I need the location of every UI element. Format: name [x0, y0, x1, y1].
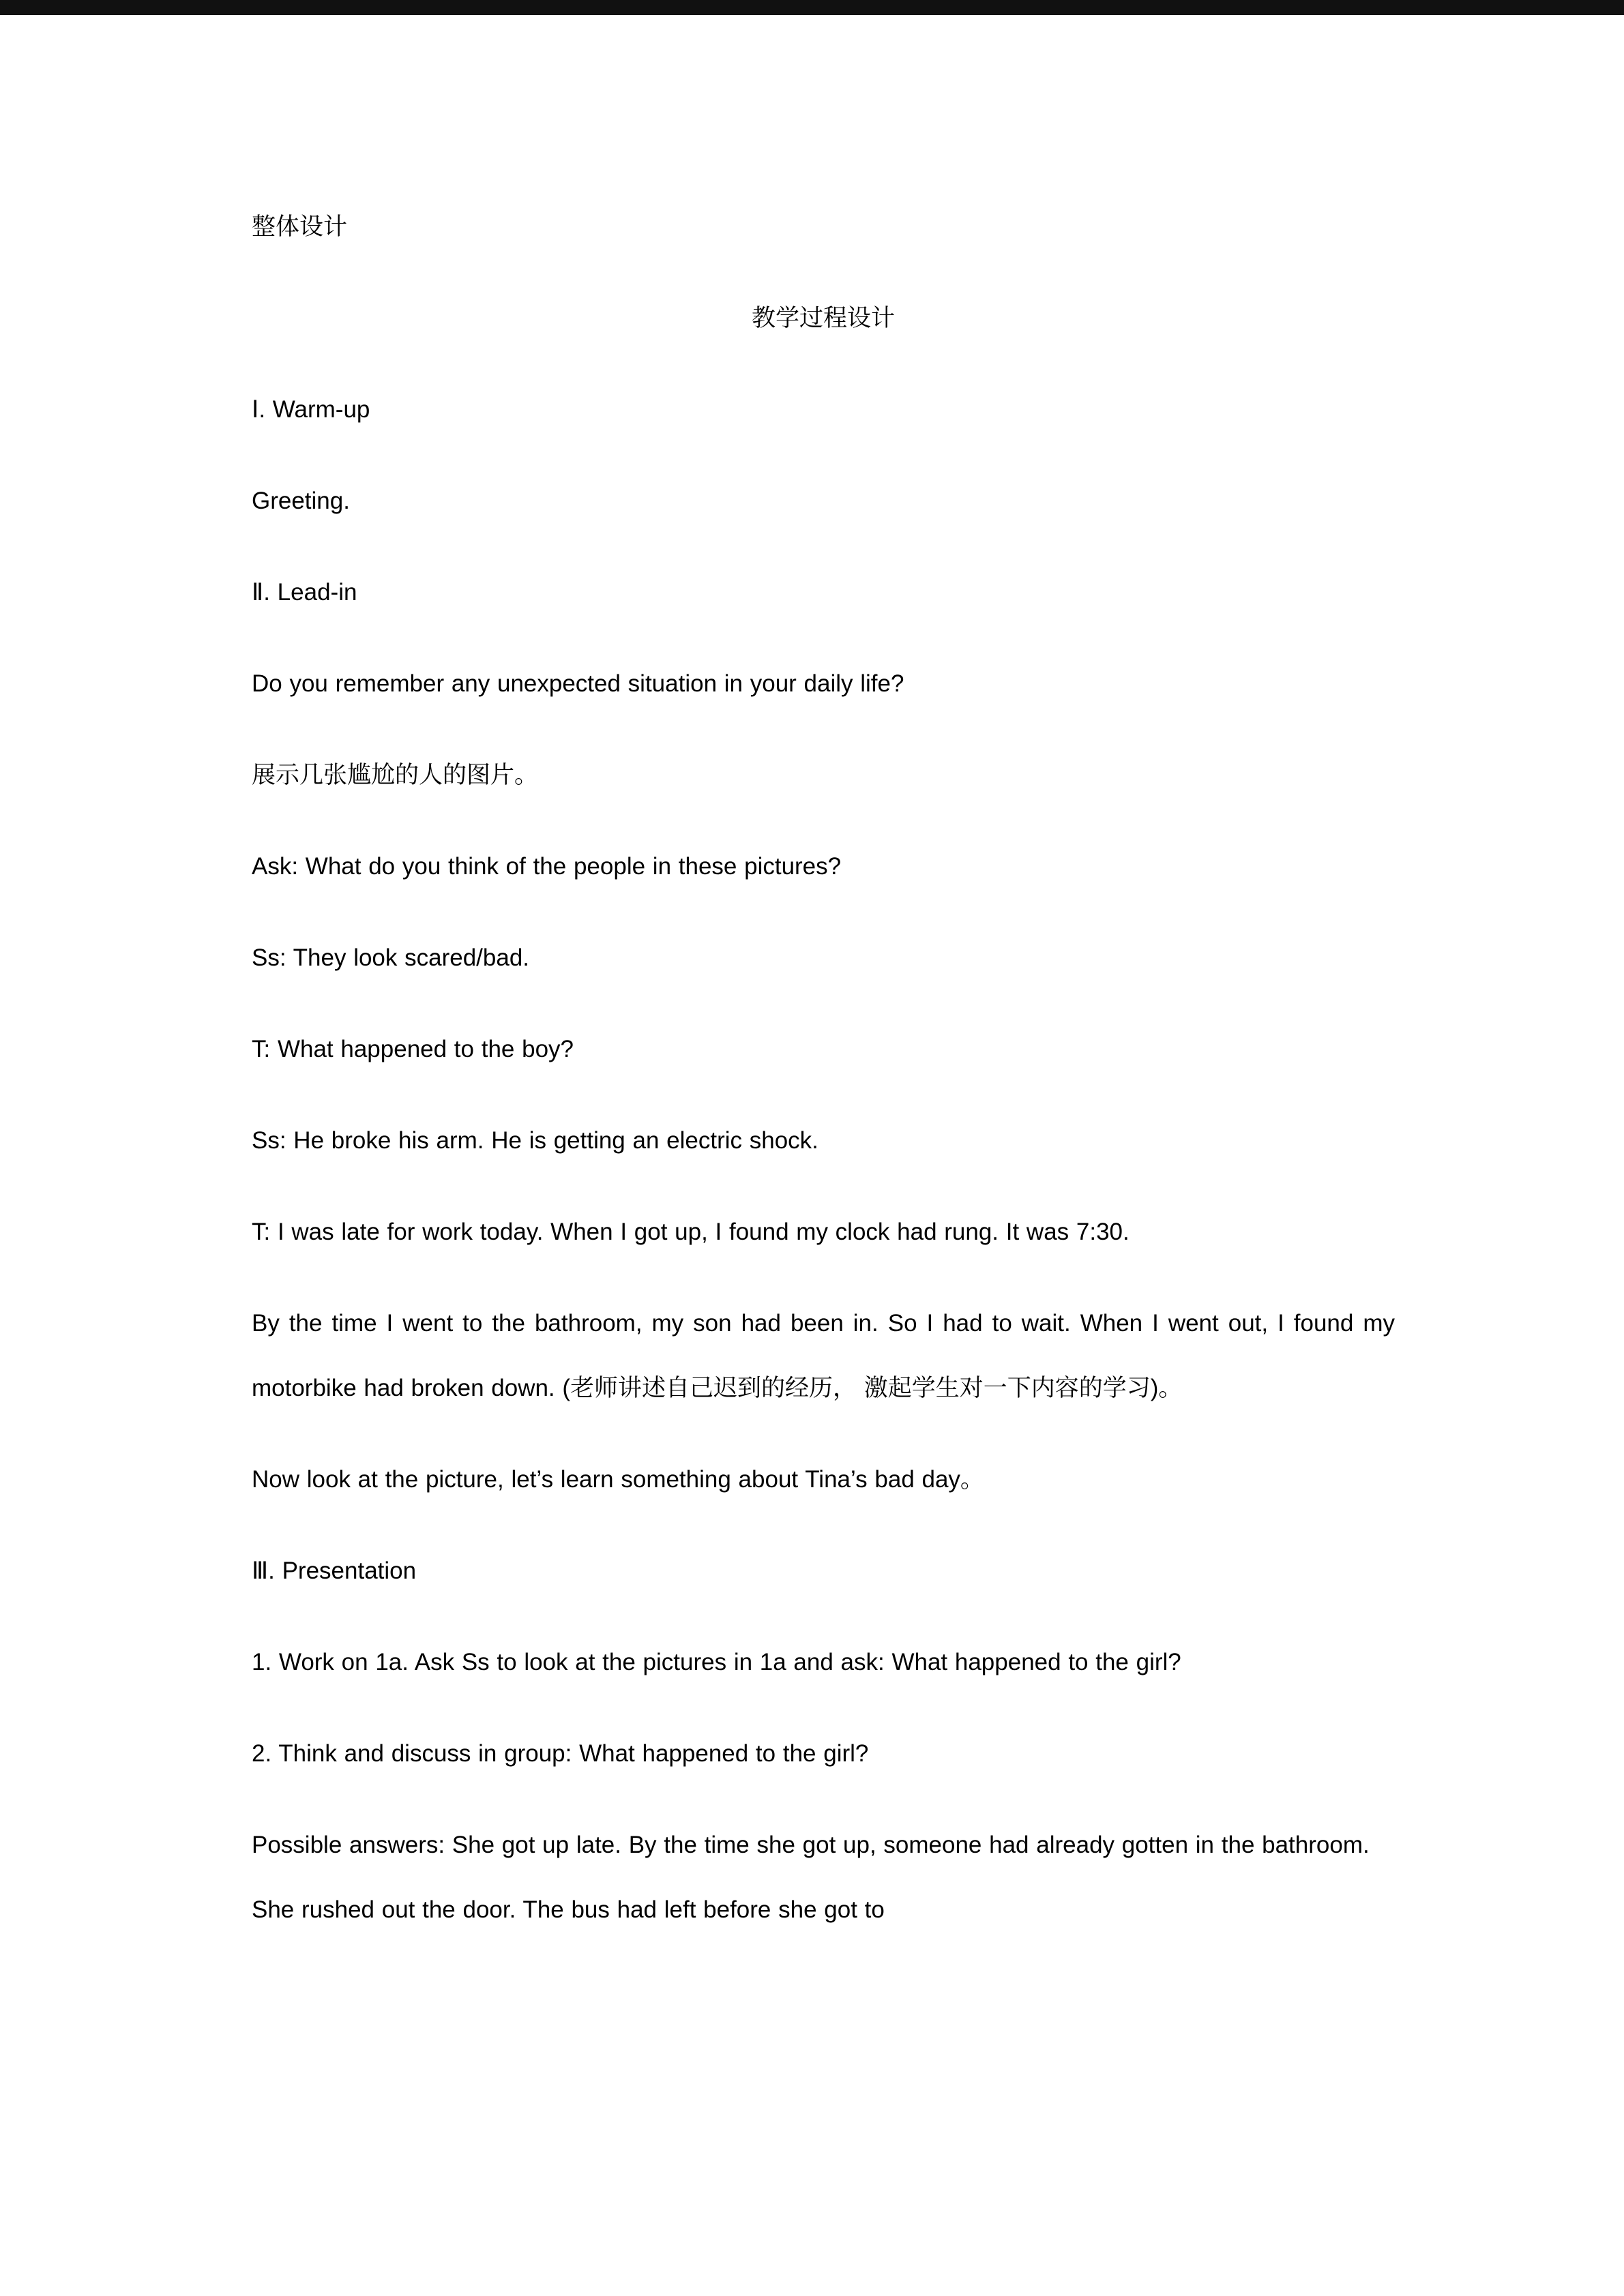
paragraph-ss-broke-arm: Ss: He broke his arm. He is getting an electric shock.: [252, 1127, 818, 1154]
paragraph-greeting: Greeting.: [252, 488, 350, 514]
paragraph-possible-answers: Possible answers: She got up late. By the time she got up, someone had already gotten in the bathroom. She rushed out the door. The bus had left before she got to: [252, 1832, 1370, 1923]
paragraph-lead-in-question: Do you remember any unexpected situation in your daily life?: [252, 670, 904, 697]
section-heading-lead-in: Ⅱ. Lead-in: [252, 579, 357, 606]
paragraph-ask-pictures: Ask: What do you think of the people in these pictures?: [252, 853, 842, 880]
paragraph-t-boy: T: What happened to the boy?: [252, 1036, 574, 1062]
paragraph-t-late-for-work: T: I was late for work today. When I got up, I found my clock had rung. It was 7:30.: [252, 1219, 1130, 1245]
paragraph-show-pictures-cn: 展示几张尴尬的人的图片。: [252, 762, 539, 788]
doc-center-title: 教学过程设计: [751, 305, 895, 331]
section-heading-warm-up: Ⅰ. Warm-up: [252, 396, 370, 423]
paragraph-bathroom-story: By the time I went to the bathroom, my son had been in. So I had to wait. When I went out, I found my motorbike had broken down. (老师讲述自己迟到的经历， 激起学生对一下内容的学习)。: [252, 1310, 1395, 1401]
section-heading-presentation: Ⅲ. Presentation: [252, 1557, 417, 1584]
doc-overall-design-title: 整体设计: [252, 213, 348, 240]
paragraph-work-on-1a: 1. Work on 1a. Ask Ss to look at the pictures in 1a and ask: What happened to the girl?: [252, 1649, 1181, 1675]
paragraph-think-discuss: 2. Think and discuss in group: What happened to the girl?: [252, 1740, 869, 1767]
paragraph-tinas-bad-day: Now look at the picture, let’s learn something about Tina’s bad day。: [252, 1466, 984, 1493]
paragraph-ss-scared: Ss: They look scared/bad.: [252, 944, 530, 971]
document-page: [252, 0, 1395, 1969]
